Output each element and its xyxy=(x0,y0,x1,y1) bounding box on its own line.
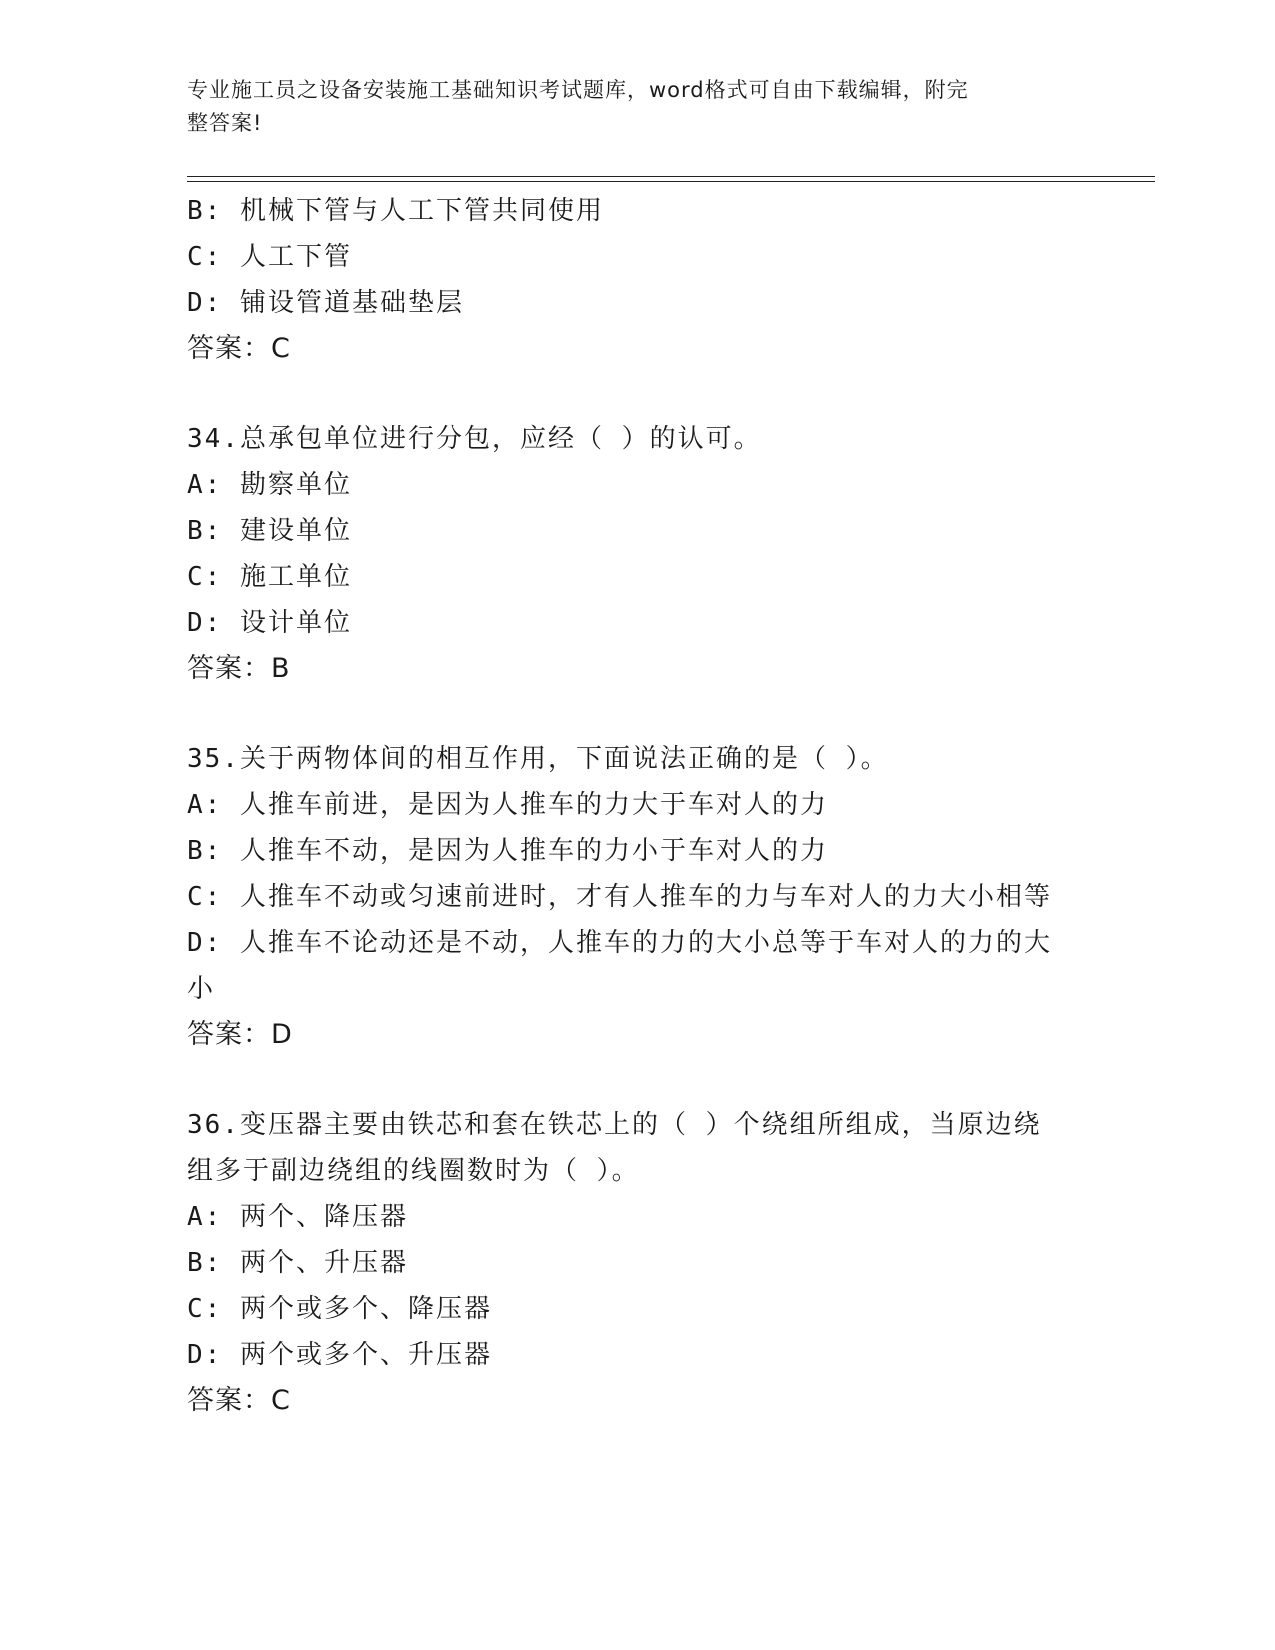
option-line: B: 两个、升压器 xyxy=(187,1248,408,1278)
option-line: B: 建设单位 xyxy=(187,516,352,546)
option-line: B: 机械下管与人工下管共同使用 xyxy=(187,196,604,226)
option-line: A: 两个、降压器 xyxy=(187,1202,408,1232)
question-stem: 35.关于两物体间的相互作用，下面说法正确的是（ ）。 xyxy=(187,744,889,774)
option-line: D: 两个或多个、升压器 xyxy=(187,1340,492,1370)
spacer xyxy=(187,372,1087,416)
option-line: D: 人推车不论动还是不动，人推车的力的大小总等于车对人的力的大 xyxy=(187,928,1052,958)
option-line: C: 两个或多个、降压器 xyxy=(187,1294,492,1324)
question-stem: 34.总承包单位进行分包，应经（ ）的认可。 xyxy=(187,424,762,454)
question-35 xyxy=(187,736,1087,1058)
question-stem: 36.变压器主要由铁芯和套在铁芯上的（ ）个绕组所组成，当原边绕 xyxy=(187,1110,1042,1140)
question-34 xyxy=(187,416,1087,692)
spacer xyxy=(187,692,1087,736)
answer-line: 答案：D xyxy=(187,1019,293,1050)
answer-line: 答案：C xyxy=(187,1385,291,1416)
spacer xyxy=(187,1058,1087,1102)
question-stem: 组多于副边绕组的线圈数时为（ ）。 xyxy=(187,1156,640,1186)
option-line: D: 铺设管道基础垫层 xyxy=(187,288,464,318)
header-divider-top xyxy=(187,176,1155,177)
document-header xyxy=(187,74,1067,140)
option-line: A: 人推车前进，是因为人推车的力大于车对人的力 xyxy=(187,790,828,820)
option-line: A: 勘察单位 xyxy=(187,470,352,500)
answer-line: 答案：C xyxy=(187,333,291,364)
question-36 xyxy=(187,1102,1087,1424)
header-divider-bottom xyxy=(187,181,1155,182)
option-line: C: 人工下管 xyxy=(187,242,352,272)
header-line-1: 专业施工员之设备安装施工基础知识考试题库，word格式可自由下载编辑，附完 xyxy=(187,78,969,102)
option-line-wrap: 小 xyxy=(187,974,216,1004)
option-line: C: 施工单位 xyxy=(187,562,352,592)
header-line-2: 整答案! xyxy=(187,111,263,135)
option-line: B: 人推车不动，是因为人推车的力小于车对人的力 xyxy=(187,836,828,866)
question-content xyxy=(187,188,1087,1424)
answer-line: 答案：B xyxy=(187,653,291,684)
question-continuation xyxy=(187,188,1087,372)
option-line: C: 人推车不动或匀速前进时，才有人推车的力与车对人的力大小相等 xyxy=(187,882,1052,912)
option-line: D: 设计单位 xyxy=(187,608,352,638)
